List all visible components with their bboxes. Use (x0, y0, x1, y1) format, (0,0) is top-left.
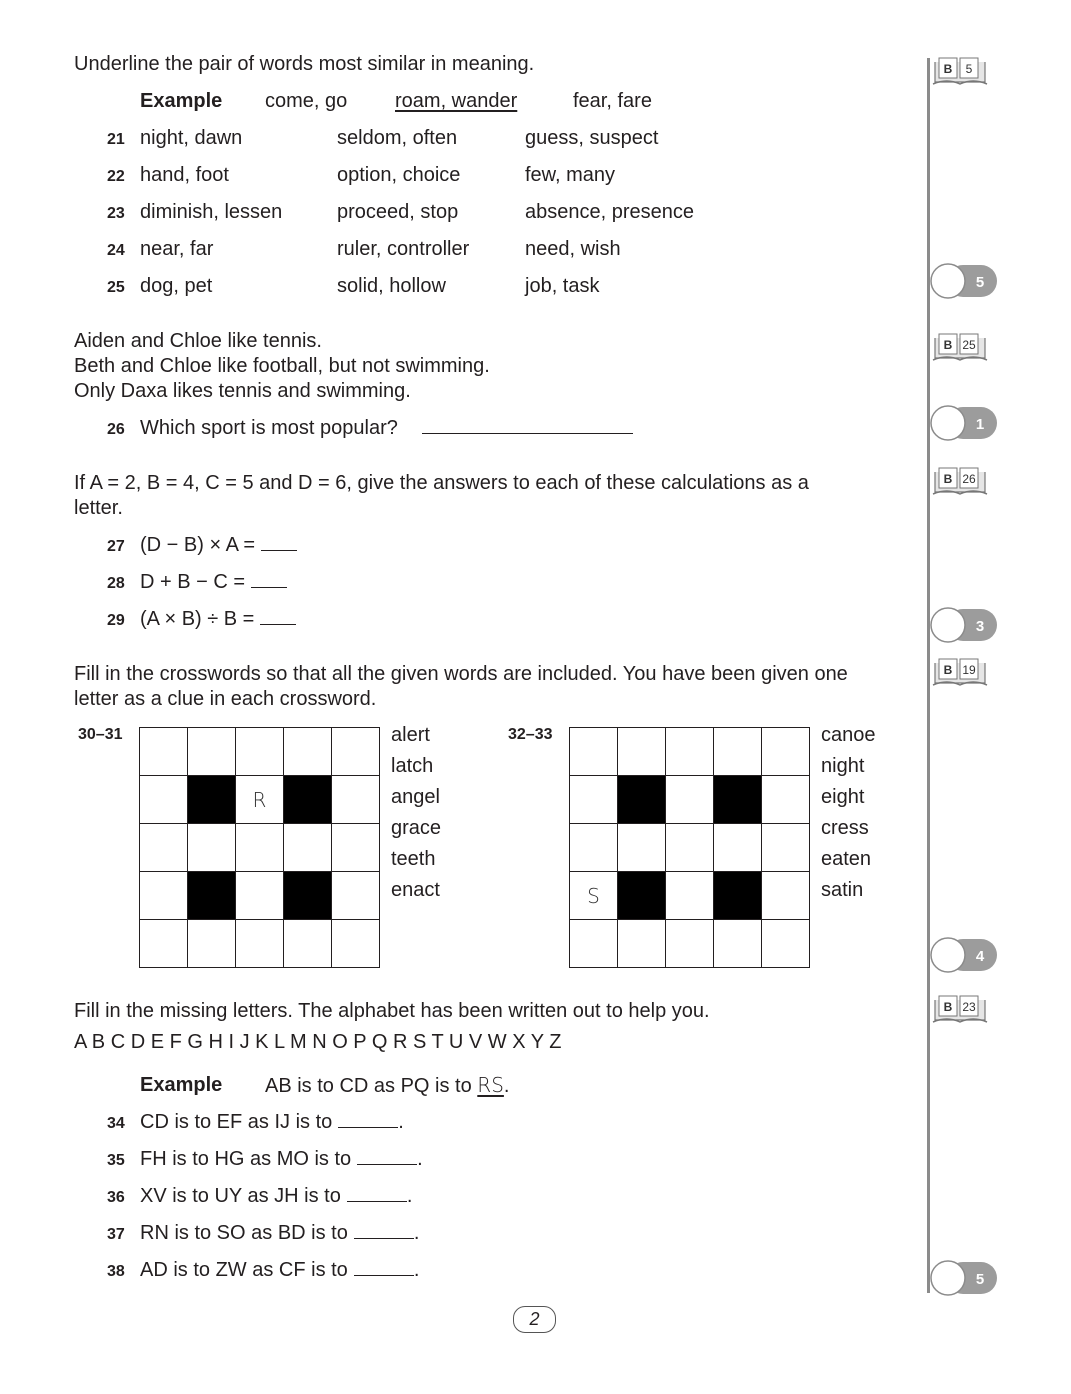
crossword-word: eight (821, 786, 865, 808)
sidebar-margin-line (927, 58, 930, 1293)
q27-text: (D − B) × A = (140, 533, 297, 558)
crossword-cell[interactable] (332, 728, 380, 776)
crossword-word: alert (391, 724, 430, 746)
crossword-black-cell (188, 776, 236, 824)
q25-option-b[interactable]: solid, hollow (337, 275, 446, 297)
crossword-word: enact (391, 879, 440, 901)
q38-answer-line[interactable] (354, 1262, 414, 1276)
question-number: 29 (107, 612, 125, 629)
q37-answer-line[interactable] (354, 1225, 414, 1239)
crossword-black-cell (284, 776, 332, 824)
crossword-cell[interactable] (284, 824, 332, 872)
book-ref-letter: B (943, 338, 953, 352)
crossword-black-cell (714, 872, 762, 920)
q22-option-b[interactable]: option, choice (337, 164, 461, 186)
q29-answer-line[interactable] (260, 611, 296, 625)
crossword-word: night (821, 755, 865, 777)
book-ref-letter: B (943, 1000, 953, 1014)
crossword-cell[interactable] (188, 824, 236, 872)
crossword-black-cell (284, 872, 332, 920)
question-number: 25 (107, 279, 125, 296)
question-number: 23 (107, 205, 125, 222)
crossword1-label: 30–31 (78, 726, 123, 743)
section5-instruction: Fill in the missing letters. The alphabet has been written out to help you. (74, 1000, 710, 1022)
crossword-word: grace (391, 817, 442, 839)
q28-answer-line[interactable] (251, 574, 287, 588)
crossword-cell[interactable] (762, 824, 810, 872)
score-total: 3 (975, 618, 985, 635)
q23-option-b[interactable]: proceed, stop (337, 201, 459, 223)
crossword-word: cress (821, 817, 869, 839)
crossword-word: teeth (391, 848, 436, 870)
crossword-cell[interactable] (188, 920, 236, 968)
example-answer-underlined: roam, wander (395, 90, 518, 112)
page-number: 2 (513, 1306, 556, 1333)
book-reference-icon (931, 466, 989, 496)
score-total: 5 (975, 274, 985, 291)
crossword-word: satin (821, 879, 864, 901)
score-total: 4 (975, 948, 985, 965)
q27-answer-line[interactable] (261, 537, 297, 551)
book-ref-number: 25 (962, 338, 976, 352)
crossword-black-cell (188, 872, 236, 920)
crossword-cell[interactable] (140, 776, 188, 824)
section4-instruction-cont: letter as a clue in each crossword. (74, 688, 377, 710)
crossword-cell[interactable] (236, 872, 284, 920)
crossword-cell[interactable] (332, 872, 380, 920)
crossword-cell[interactable] (666, 728, 714, 776)
q22-option-c[interactable]: few, many (525, 164, 616, 186)
alphabet-line: A B C D E F G H I J K L M N O P Q R S T U V W X Y Z (74, 1031, 562, 1053)
crossword-cell[interactable] (570, 920, 618, 968)
logic-statement: Beth and Chloe like football, but not swimming. (74, 355, 490, 377)
crossword2-wordlist (821, 720, 876, 906)
section3-instruction: If A = 2, B = 4, C = 5 and D = 6, give the answers to each of these calculations as a (74, 472, 809, 494)
question-number: 27 (107, 538, 125, 555)
example-handwritten-answer: RS (477, 1073, 504, 1097)
book-ref-number: 26 (962, 472, 976, 486)
question-number: 35 (107, 1152, 125, 1169)
crossword-black-cell (618, 776, 666, 824)
q38-text: AD is to ZW as CF is to . (140, 1259, 420, 1281)
q23-option-a[interactable]: diminish, lessen (140, 201, 283, 223)
crossword-cell[interactable] (666, 776, 714, 824)
book-reference-icon (931, 994, 989, 1024)
question-number: 36 (107, 1189, 125, 1206)
question-number: 24 (107, 242, 125, 259)
book-reference-icon (931, 657, 989, 687)
crossword-cell[interactable] (762, 728, 810, 776)
crossword-word: latch (391, 755, 434, 777)
book-reference-icon (931, 56, 989, 86)
crossword-cell[interactable] (714, 728, 762, 776)
section1-instruction: Underline the pair of words most similar in meaning. (74, 53, 535, 75)
q26-text: Which sport is most popular? (140, 417, 398, 439)
crossword-cell[interactable] (236, 728, 284, 776)
book-ref-number: 23 (962, 1000, 976, 1014)
crossword-cell[interactable] (332, 920, 380, 968)
book-ref-number: 19 (962, 663, 976, 677)
q35-answer-line[interactable] (357, 1151, 417, 1165)
crossword-black-cell (714, 776, 762, 824)
crossword-cell[interactable] (570, 728, 618, 776)
crossword-cell[interactable] (714, 824, 762, 872)
crossword-cell[interactable] (570, 776, 618, 824)
crossword-cell[interactable] (618, 824, 666, 872)
q26-answer-line[interactable] (422, 433, 633, 434)
example-label: Example (140, 1074, 223, 1096)
question-number: 38 (107, 1263, 125, 1280)
score-total: 5 (975, 1271, 985, 1288)
q34-text: CD is to EF as IJ is to . (140, 1111, 404, 1133)
book-ref-letter: B (943, 62, 953, 76)
example-label: Example (140, 90, 223, 112)
question-number: 21 (107, 131, 125, 148)
crossword-clue-cell[interactable]: R (236, 776, 284, 824)
crossword-cell[interactable] (140, 920, 188, 968)
crossword-cell[interactable] (762, 920, 810, 968)
q22-option-a[interactable]: hand, foot (140, 164, 229, 186)
example-option: come, go (265, 90, 348, 112)
book-ref-letter: B (943, 472, 953, 486)
logic-statement: Aiden and Chloe like tennis. (74, 330, 322, 352)
score-total: 1 (975, 416, 985, 433)
crossword-cell[interactable] (618, 920, 666, 968)
question-number: 37 (107, 1226, 125, 1243)
crossword-cell[interactable] (762, 776, 810, 824)
score-box (929, 262, 999, 300)
crossword-cell[interactable] (666, 872, 714, 920)
book-ref-number: 5 (965, 62, 973, 76)
q21-option-a[interactable]: night, dawn (140, 127, 243, 149)
question-number: 28 (107, 575, 125, 592)
q21-option-c[interactable]: guess, suspect (525, 127, 659, 149)
crossword-cell[interactable] (332, 824, 380, 872)
q24-option-c[interactable]: need, wish (525, 238, 621, 260)
q28-text: D + B − C = (140, 570, 287, 595)
section4-instruction: Fill in the crosswords so that all the given words are included. You have been given one (74, 663, 848, 685)
crossword-cell[interactable] (140, 872, 188, 920)
crossword-cell[interactable] (140, 728, 188, 776)
q36-text: XV is to UY as JH is to . (140, 1185, 413, 1207)
question-number: 22 (107, 168, 125, 185)
crossword-cell[interactable] (618, 728, 666, 776)
crossword-cell[interactable] (714, 920, 762, 968)
crossword-cell[interactable] (666, 920, 714, 968)
crossword-cell[interactable] (666, 824, 714, 872)
crossword-cell[interactable] (570, 824, 618, 872)
score-box (929, 404, 999, 442)
q25-option-a[interactable]: dog, pet (140, 275, 213, 297)
q35-text: FH is to HG as MO is to . (140, 1148, 423, 1170)
q29-text: (A × B) ÷ B = (140, 607, 296, 632)
crossword-cell[interactable] (284, 728, 332, 776)
q24-option-a[interactable]: near, far (140, 238, 214, 260)
question-number: 34 (107, 1115, 125, 1132)
q25-option-c[interactable]: job, task (525, 275, 600, 297)
crossword-cell[interactable] (236, 824, 284, 872)
crossword-word: angel (391, 786, 440, 808)
book-reference-icon (931, 332, 989, 362)
q37-text: RN is to SO as BD is to . (140, 1222, 420, 1244)
crossword-cell[interactable] (188, 728, 236, 776)
question-number: 26 (107, 421, 125, 438)
crossword-cell[interactable] (236, 920, 284, 968)
crossword2-label: 32–33 (508, 726, 553, 743)
crossword-cell[interactable] (140, 824, 188, 872)
crossword-cell[interactable] (284, 920, 332, 968)
crossword1-grid (139, 727, 380, 968)
q36-answer-line[interactable] (347, 1188, 407, 1202)
crossword-cell[interactable] (332, 776, 380, 824)
section3-instruction-cont: letter. (74, 497, 123, 519)
crossword-cell[interactable] (762, 872, 810, 920)
example-option: fear, fare (573, 90, 652, 112)
q21-option-b[interactable]: seldom, often (337, 127, 458, 149)
crossword2-grid (569, 727, 810, 968)
score-box (929, 606, 999, 644)
crossword-word: canoe (821, 724, 876, 746)
logic-statement: Only Daxa likes tennis and swimming. (74, 380, 411, 402)
score-box (929, 1259, 999, 1297)
q23-option-c[interactable]: absence, presence (525, 201, 695, 223)
book-ref-letter: B (943, 663, 953, 677)
crossword-black-cell (618, 872, 666, 920)
section5-example: AB is to CD as PQ is to RS. (265, 1073, 510, 1097)
crossword-clue-cell[interactable]: S (570, 872, 618, 920)
q34-answer-line[interactable] (338, 1114, 398, 1128)
score-box (929, 936, 999, 974)
q24-option-b[interactable]: ruler, controller (337, 238, 470, 260)
crossword-word: eaten (821, 848, 872, 870)
crossword1-wordlist (391, 720, 441, 906)
